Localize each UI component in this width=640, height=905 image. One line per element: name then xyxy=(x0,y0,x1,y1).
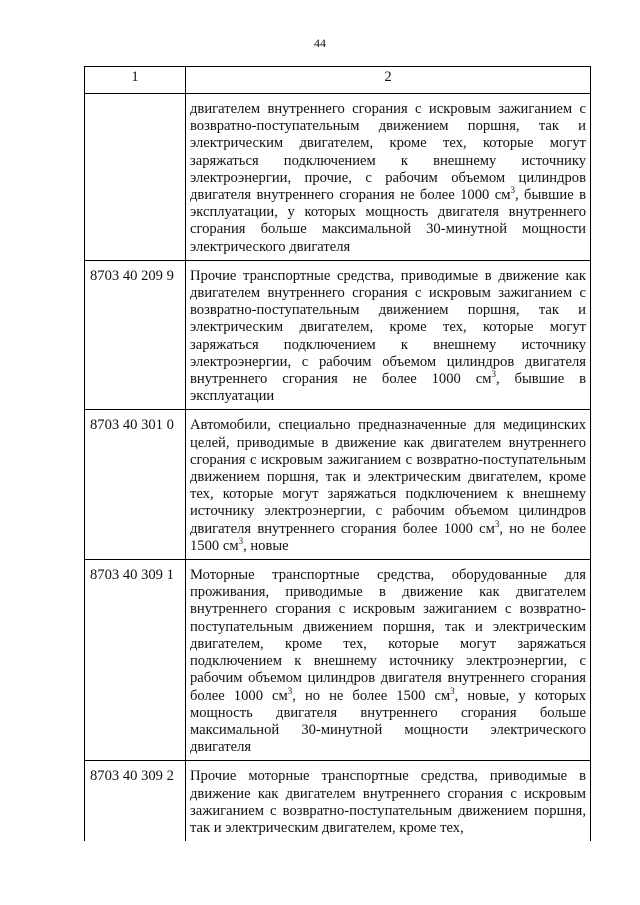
commodity-code: 8703 40 301 0 xyxy=(85,410,186,560)
table-header-row xyxy=(85,67,591,94)
commodity-code: 8703 40 209 9 xyxy=(85,260,186,410)
tariff-table xyxy=(84,66,591,841)
commodity-description: Прочие транспортные средства, приводимые в движение как двигателем внутреннего сгорания с искровым зажиганием с возвратно-поступательным движением поршня, так и электрическим двигателем, кроме тех, которые могут заряжаться подключением к внешнему источнику электроэнергии, с рабочим объемом цилиндров двигателя внутреннего сгорания не более 1000 $см^3$, бывшие в эксплуатации xyxy=(186,260,591,410)
table-row xyxy=(85,94,591,261)
commodity-code xyxy=(85,94,186,261)
commodity-description: Прочие моторные транспортные средства, приводимые в движение как двигателем внутреннего сгорания с искровым зажиганием с возвратно-поступательным движением поршня, так и электрическим двигателем, кроме тех, xyxy=(186,761,591,841)
table-row xyxy=(85,260,591,410)
column-header-1: 1 xyxy=(85,67,186,94)
commodity-code: 8703 40 309 1 xyxy=(85,560,186,761)
table-row xyxy=(85,560,591,761)
table-row xyxy=(85,761,591,841)
table-row xyxy=(85,410,591,560)
commodity-description: двигателем внутреннего сгорания с искровым зажиганием с возвратно-поступательным движением поршня, так и электрическим двигателем, кроме тех, которые могут заряжаться подключением к внешнему источнику электроэнергии, прочие, с рабочим объемом цилиндров двигателя внутреннего сгорания не более 1000 $см^3$, бывшие в эксплуатации, у которых мощность двигателя внутреннего сгорания больше максимальной 30-минутной мощности электрического двигателя xyxy=(186,94,591,261)
commodity-description: Моторные транспортные средства, оборудованные для проживания, приводимые в движение как двигателем внутреннего сгорания с искровым зажиганием с возвратно-поступательным движением поршня, так и электрическим двигателем, кроме тех, которые могут заряжаться подключением к внешнему источнику электроэнергии, с рабочим объемом цилиндров двигателя внутреннего сгорания более 1000 $см^3$, но не более 1500 $см^3$, новые, у которых мощность двигателя внутреннего сгорания больше максимальной 30-минутной мощности электрического двигателя xyxy=(186,560,591,761)
commodity-description: Автомобили, специально предназначенные для медицинских целей, приводимые в движение как двигателем внутреннего сгорания с искровым зажиганием с возвратно-поступательным движением поршня, так и электрическим двигателем, кроме тех, которые могут заряжаться подключением к внешнему источнику электроэнергии, с рабочим объемом цилиндров двигателя внутреннего сгорания более 1000 $см^3$, но не более 1500 $см^3$, новые xyxy=(186,410,591,560)
commodity-code: 8703 40 309 2 xyxy=(85,761,186,841)
page-number: 44 xyxy=(314,36,326,50)
column-header-2: 2 xyxy=(186,67,591,94)
